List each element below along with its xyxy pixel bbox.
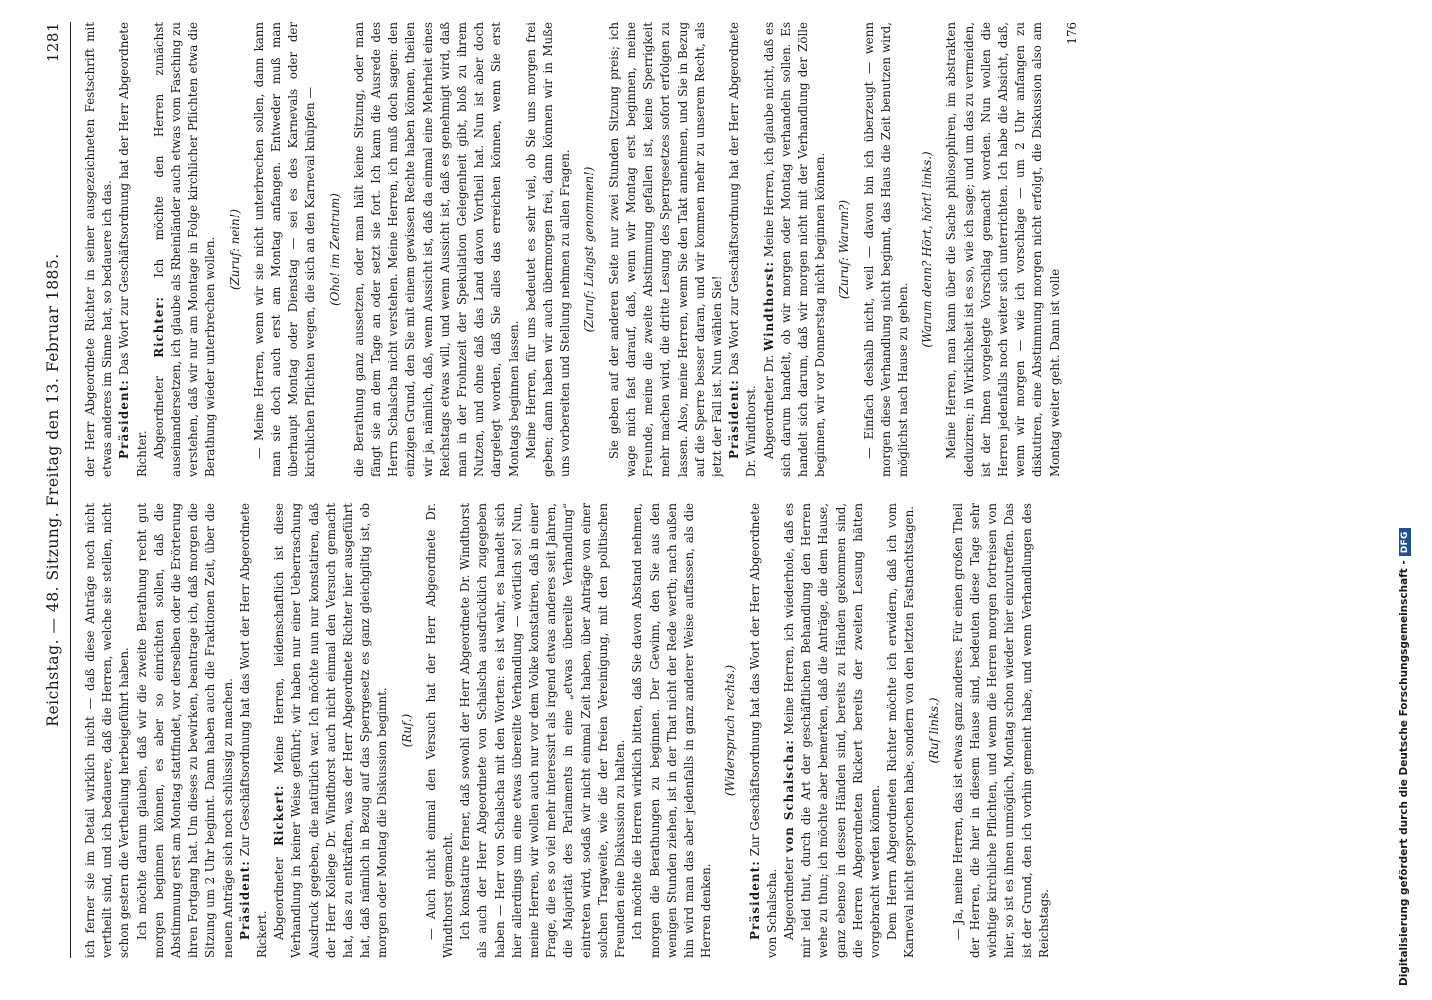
interjection: (Oho! im Zentrum) (327, 193, 342, 306)
scanned-page (8, 10, 1388, 990)
paragraph: Dem Herrn Abgeordneten Richter möchte ich erwidern, daß ich vom Karneval nicht gesprochen habe, sondern von den letzten Fastnachtstagen. (885, 503, 917, 958)
speaker-name: Rickert: (272, 784, 287, 846)
credit-text: Digitalisierung gefördert durch die Deutsche Forschungsgemeinschaft - (1398, 560, 1410, 986)
speaker-role: Abgeordneter (151, 376, 166, 459)
paragraph: Sie geben auf der anderen Seite nur zwei Stunden Sitzung preis; ich wage mich fast darauf, daß, wenn wir Montag erst beginnen, meine Freunde, meine die zweite Abstimmung gefallen ist, keine Sperrigkeit mehr machen wird, die dritte Lesung des Sperrgesetzes sofort erfolgen zu lassen. Also, meine Herren, wenn Sie den Takt annehmen, und Sie in Bezug auf die Sperre besser daran, und wir kommen mehr zu unserem Recht, als jetzt der Fall ist. Nun wählen Sie! (606, 22, 724, 477)
paragraph (781, 503, 884, 958)
paragraph: — Meine Herren, wenn wir sie nicht unterbrechen sollen, dann kann man sie doch auch erst am Montag anfangen. Entweder muß man überhaupt Montag oder Dienstag — sei es des Karnevals oder der kirchlichen Pflichten wegen, die sich an den Karneval knüpfen — (251, 22, 318, 477)
speaker-role: Abgeordneter (272, 857, 287, 940)
speaker-name: von Schalscha: (781, 739, 796, 853)
right-column (82, 22, 1378, 477)
paragraph: — Auch nicht einmal den Versuch hat der Herr Abgeordnete Dr. Windthorst gemacht. (423, 503, 456, 958)
speaker-label: Präsident: (727, 379, 742, 459)
speech-text: Meine Herren, leidenschaftlich ist diese Verhandlung in keiner Weise geführt; wir haben nur einer Ueberraschung Ausdruck gegeben, die natürlich war. Ich möchte nun nur konstatiren, daß der Herr Kollege Dr. Windthorst auch nicht einmal den Versuch gemacht hat, das zu entkräften, was der Herr Abgeordnete Richter hier ausgeführt hat, daß nämlich in Bezug auf das Sperrgesetz es ganz gleichgiltig ist, ob morgen oder Montag die Diskussion beginnt. (272, 503, 390, 958)
interjection: (Warum denn? Hört, hört! links.) (920, 151, 935, 348)
speech-text: Meine Herren, ich glaube nicht, daß es sich darum handelt, ob wir morgen oder Montag verhandeln sollen. Es handelt sich darum, daß wir morgen nicht mit der Verhandlung der Zölle beginnen, wir vor Donnerstag nicht beginnen können. (761, 22, 828, 477)
paragraph: Ich möchte die Herren wirklich bitten, daß Sie davon Abstand nehmen, morgen die Berathungen zu beginnen. Der Gewinn, den Sie aus den wenigen Stunden ziehen, ist in der That nicht der Rede werth; nach außen hin wird man das aber jedenfalls in ganz anderer Weise auffassen, als die Herren denken. (630, 503, 714, 958)
paragraph: der Herr Abgeordnete Richter in seiner ausgezeichneten Festschrift mit etwas anderes im Sinne hat, so bedauere ich das. (83, 22, 115, 477)
interjection: (Ruf.) (399, 713, 414, 748)
speaker-name: Richter: (151, 296, 166, 358)
paragraph: Meine Herren, für uns bedeutet es sehr viel, ob Sie uns morgen frei geben; dann haben wir auch übermorgen frei, dann können wir in Muße uns vorbereiten und Stellung nehmen zu allen Fragen. (523, 22, 573, 477)
dfg-logo: DFG (1399, 528, 1411, 556)
left-column (82, 503, 1378, 958)
interjection: (Zuruf: Längst genommen!) (582, 166, 597, 333)
speaker-role: Abgeordneter (781, 857, 796, 940)
text-columns (82, 22, 1378, 958)
speaker-label: Präsident: (747, 860, 762, 940)
speech-text: Meine Herren, ich wiederhole, daß es mir leid thut, durch die Art der geschäftlichen Behandlung den Herren wehe zu thun; ich möchte aber bemerken, daß die Anträge, die dem Hause, ganz ebenso in dessen Händen sind, bereits zu Händen gekommen sind, die Herren Abgeordneten Rickert bereits der zweiten Lesung hätten vorgebracht werden können. (781, 503, 882, 958)
speaker-label: Präsident: (237, 860, 252, 940)
speaker-role: Abgeordneter Dr. (761, 354, 776, 459)
speech-text: Ich möchte den Herren zunächst auseinandersetzen, ich glaube als Rheinländer auch etwas vom Fasching zu verstehen, daß wir nur am Montage in Folge kirchlicher Pflichten etwa die Berathung wieder unterbrechen wollen. (151, 22, 218, 477)
paragraph: ich ferner sie im Detail wirklich nicht — daß diese Anträge noch nicht vertheilt sind, und ich bedauere, daß die Herren, welche sie stellen, nicht schon gestern die Vertheilung herbeigeführt haben. (83, 503, 132, 958)
paragraph: — Ja, meine Herren, das ist etwas ganz anderes. Für einen großen Theil der Herren, die hier in diesem Hause sind, bedeuten diese Tage sehr wichtige kirchliche Pflichten, und wenn die Herren morgen fortreisen von hier, so ist es ihnen unmöglich, Montag schon wieder hier einzutreffen. Das ist der Grund, den ich vorhin gemeint habe, und wenn Verhandlungen des Reichstags. (950, 503, 1051, 958)
speech-text: Das Wort zur Geschäftsordnung hat der Herr Abgeordnete Dr. Windthorst. (727, 22, 759, 477)
interjection: (Ruf links.) (926, 697, 941, 764)
speech-text: Das Wort zur Geschäftsordnung hat der Herr Abgeordnete Richter. (117, 22, 149, 477)
speech-text: Zur Geschäftsordnung hat das Wort der Herr Abgeordnete von Schalscha. (747, 503, 779, 958)
running-header (36, 22, 71, 958)
paragraph: Ich möchte darum glauben, daß wir die zweite Berathung recht gut morgen beginnen können, es aber so einrichten sollen, daß die Abstimmung erst am Montag stattfindet, vor derselben oder die Erörterung ihren Fortgang hat. Um dieses zu bewirken, beantrage ich, daß morgen die Sitzung um 2 Uhr beginnt. Dann haben auch die Fraktionen Zeit, über die neuen Anträge sich noch schlüssig zu machen. (134, 503, 235, 958)
paragraph (271, 503, 391, 958)
paragraph: Meine Herren, man kann über die Sache philosophiren, im abstrakten deduziren; in Wirklichkeit ist es so, wie ich sage; und um das zu vermeiden, ist der Ihnen vorgelegte Vorschlag gemacht worden. Nun wollen die Herren jedenfalls noch weiter sich unterrichten. Ich habe die Absicht, daß, wenn wir morgen — wie ich vorschlage — um 2 Uhr anfangen zu diskutiren, eine Abstimmung morgen nicht erfolgt, die Diskussion also am Montag weiter geht. Dann ist volle (944, 22, 1062, 477)
paragraph: die Berathung ganz aussetzen, oder man hält keine Sitzung, oder man fängt sie an dem Tage an oder setzt sie fort. Ich kann die Ausrede des Herrn Schalscha nicht verstehen. Meine Herren, ich muß doch sagen: den einzigen Grund, den Sie mit einem gewissen Rechte haben können, theilen wir ja, nämlich, daß, wenn Aussicht ist, daß da einmal eine Mehrheit eines Reichstags etwas will, und wenn Aussicht ist, daß es genehmigt wird, daß man in der Frohnzeit der Spekulation Gelegenheit gibt, bloß zu ihrem Nutzen, und ohne daß das Land davon Vortheil hat. Nun ist aber doch dargelegt worden, daß Sie alles das erreichen können, wenn Sie erst Montags beginnen lassen. (351, 22, 521, 477)
paragraph: Ich konstatire ferner, daß sowohl der Herr Abgeordnete Dr. Windthorst als auch der Herr Abgeordnete von Schalscha ausdrücklich zugegeben haben — Herr von Schalscha mit den Worten: es ist wahr, es handelt sich hier allerdings um eine etwas übereilte Verhandlung — wörtlich so! Nun, meine Herren, wir wollen auch nur vor dem Volke konstatiren, daß in einer Frage, die es so viel mehr interessirt als irgend etwas anderes seit Jahren, die Majorität des Parlaments in eine „etwas übereilte Verhandlung“ eintreten wird, sodaß wir nicht einmal Zeit haben, über Anträge von einer solchen Tragweite, wie die der freien Vereinigung, mit den politischen Freunden eine Diskussion zu halten. (458, 503, 628, 958)
paragraph (747, 503, 781, 958)
speaker-name: Windthorst: (761, 261, 776, 351)
speech-text: Zur Geschäftsordnung hat das Wort der Herr Abgeordnete Rickert. (237, 503, 270, 958)
speaker-label: Präsident: (117, 379, 132, 459)
page-title: Reichstag. — 48. Sitzung. Freitag den 13. Februar 1885. (44, 253, 62, 727)
page-number: 1281 (44, 22, 62, 63)
paragraph (726, 22, 760, 477)
signature-mark: 176 (1064, 22, 1079, 45)
paragraph (116, 22, 150, 477)
interjection: (Zuruf: nein!) (227, 208, 242, 291)
paragraph: — Einfach deshalb nicht, weil — davon bin ich überzeugt — wenn morgen diese Verhandlung nicht beginnt, das Haus die Zeit benutzen wird, möglichst nach Hause zu gehen. (861, 22, 910, 477)
paragraph (237, 503, 271, 958)
digitization-credit (1398, 528, 1411, 986)
interjection: (Zuruf: Warum?) (837, 199, 852, 300)
interjection: (Widerspruch rechts.) (723, 664, 738, 797)
paragraph (761, 22, 830, 477)
paragraph (151, 22, 220, 477)
